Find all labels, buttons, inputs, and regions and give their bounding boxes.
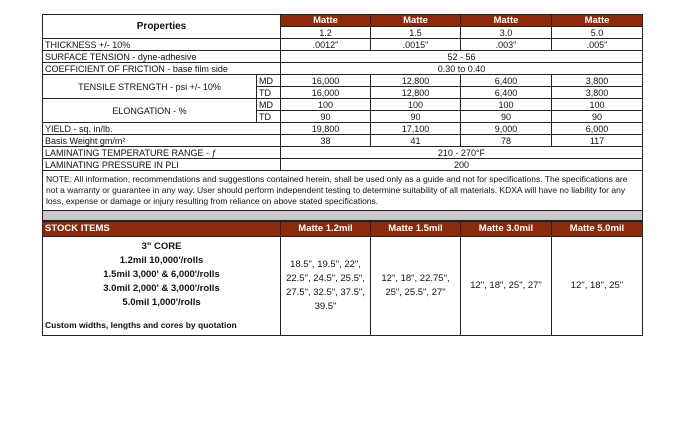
mil-value: 1.2: [281, 27, 371, 39]
elongation-label: ELONGATION - %: [43, 99, 257, 123]
tensile-value: 16,000: [281, 87, 371, 99]
elongation-md-row: [43, 99, 643, 111]
lam-pressure-value: 200: [281, 159, 643, 171]
properties-table: [42, 14, 643, 221]
stock-items-table: [42, 221, 643, 336]
basis-weight-value: 38: [281, 135, 371, 147]
thickness-row: [43, 39, 643, 51]
yield-row: [43, 123, 643, 135]
elongation-value: 100: [371, 99, 461, 111]
basis-weight-label: Basis Weight gm/m²: [43, 135, 281, 147]
mil-value: 5.0: [552, 27, 643, 39]
surface-tension-value: 52 - 56: [281, 51, 643, 63]
core-line: 5.0mil 1,000'/rolls: [122, 297, 201, 308]
basis-weight-row: [43, 135, 643, 147]
elongation-value: 90: [281, 111, 371, 123]
stock-column-header: Matte 3.0mil: [461, 222, 552, 237]
thickness-value: .005": [552, 39, 643, 51]
tensile-value: 6,400: [461, 75, 552, 87]
surface-tension-row: [43, 51, 643, 63]
thickness-value: .0015": [371, 39, 461, 51]
lam-pressure-label: LAMINATING PRESSURE IN PLI: [43, 159, 281, 171]
elongation-value: 90: [371, 111, 461, 123]
stock-body-row: [43, 237, 643, 336]
stock-items-header: STOCK ITEMS: [43, 222, 281, 237]
tensile-value: 6,400: [461, 87, 552, 99]
lam-temp-value: 210 - 270°F: [281, 147, 643, 159]
stock-header-row: [43, 222, 643, 237]
friction-value: 0.30 to 0.40: [281, 63, 643, 75]
basis-weight-value: 41: [371, 135, 461, 147]
lam-temp-row: [43, 147, 643, 159]
tensile-md-row: [43, 75, 643, 87]
tensile-label: TENSILE STRENGTH - psi +/- 10%: [43, 75, 257, 99]
yield-value: 17,100: [371, 123, 461, 135]
basis-weight-value: 117: [552, 135, 643, 147]
stock-column-header: Matte 5.0mil: [552, 222, 643, 237]
stock-widths: 12", 18", 22.75", 25", 25.5", 27": [371, 237, 461, 336]
thickness-value: .003": [461, 39, 552, 51]
grade-header: Matte: [552, 15, 643, 27]
yield-value: 9,000: [461, 123, 552, 135]
stock-widths: 12", 18", 25": [552, 237, 643, 336]
disclaimer-note: NOTE: All information, recommendations and suggestions contained herein, shall be used only as a guide and not for specifications. The specifications are not a warranty or guarantee in any way. User should perform independent testing to determine suitability of all materials. KDXA will have no liability for any loss, expense or damage or injury resulting from reliance on above stated specifications.: [43, 171, 643, 211]
stock-column-header: Matte 1.2mil: [281, 222, 371, 237]
elongation-value: 90: [461, 111, 552, 123]
mil-value: 1.5: [371, 27, 461, 39]
tensile-value: 3,800: [552, 87, 643, 99]
separator-row: [43, 211, 643, 221]
spec-sheet: [42, 14, 642, 336]
grade-header: Matte: [461, 15, 552, 27]
note-row: [43, 171, 643, 211]
yield-value: 19,800: [281, 123, 371, 135]
thickness-label: THICKNESS +/- 10%: [43, 39, 281, 51]
elongation-value: 100: [461, 99, 552, 111]
custom-note: Custom widths, lengths and cores by quotation: [45, 320, 237, 330]
stock-widths: 18.5", 19.5", 22", 22.5", 24.5", 25.5", 27.5", 32.5", 37.5", 39.5": [281, 237, 371, 336]
core-line: 1.2mil 10,000'/rolls: [119, 255, 204, 266]
core-line: 3.0mil 2,000' & 3,000'/rolls: [103, 283, 220, 294]
core-line: 1.5mil 3,000' & 6,000'/rolls: [103, 269, 220, 280]
lam-temp-label: LAMINATING TEMPERATURE RANGE - ƒ: [43, 147, 281, 159]
direction-label: TD: [257, 111, 281, 123]
lam-pressure-row: [43, 159, 643, 171]
surface-tension-label: SURFACE TENSION - dyne-adhesive: [43, 51, 281, 63]
stock-column-header: Matte 1.5mil: [371, 222, 461, 237]
properties-header: Properties: [43, 15, 281, 39]
friction-row: [43, 63, 643, 75]
direction-label: MD: [257, 75, 281, 87]
tensile-value: 12,800: [371, 75, 461, 87]
basis-weight-value: 78: [461, 135, 552, 147]
grade-header: Matte: [371, 15, 461, 27]
elongation-value: 100: [281, 99, 371, 111]
tensile-value: 12,800: [371, 87, 461, 99]
direction-label: TD: [257, 87, 281, 99]
section-divider: [43, 211, 643, 221]
grade-header-row: [43, 15, 643, 27]
mil-value: 3.0: [461, 27, 552, 39]
elongation-value: 90: [552, 111, 643, 123]
stock-widths: 12", 18", 25", 27": [461, 237, 552, 336]
core-info: [43, 237, 281, 336]
yield-value: 6,000: [552, 123, 643, 135]
tensile-value: 3,800: [552, 75, 643, 87]
friction-label: COEFFICIENT OF FRICTION - base film side: [43, 63, 281, 75]
core-line: 3" CORE: [141, 241, 182, 252]
elongation-value: 100: [552, 99, 643, 111]
thickness-value: .0012": [281, 39, 371, 51]
yield-label: YIELD - sq. in/lb.: [43, 123, 281, 135]
tensile-value: 16,000: [281, 75, 371, 87]
direction-label: MD: [257, 99, 281, 111]
grade-header: Matte: [281, 15, 371, 27]
